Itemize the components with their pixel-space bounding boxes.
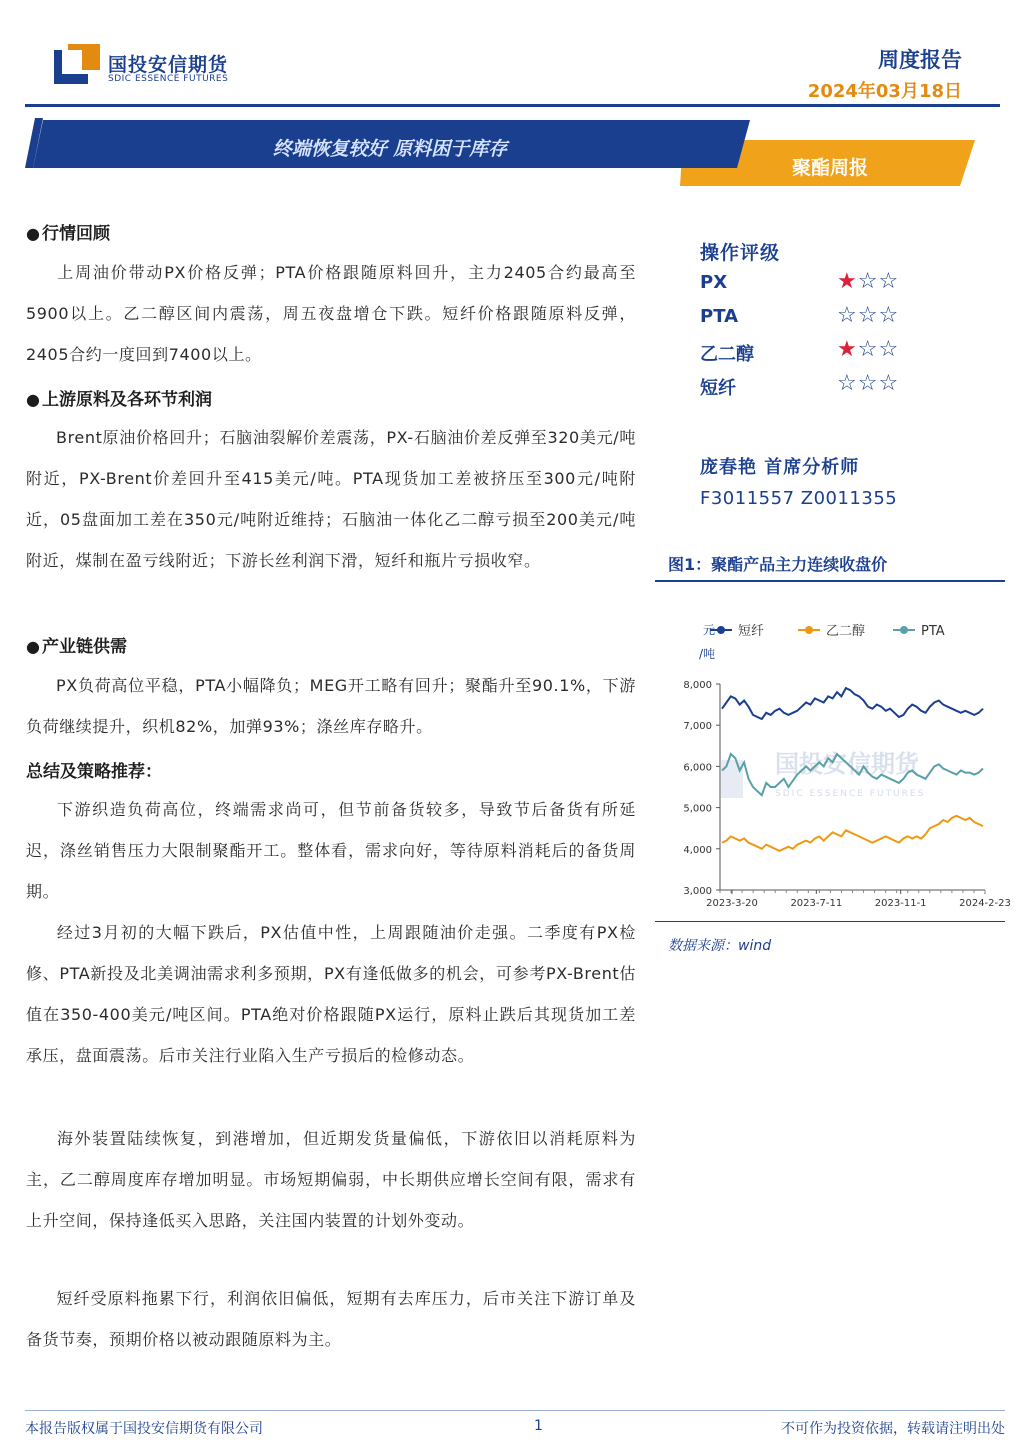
legend-marker (717, 626, 725, 634)
star-icon: ☆ (857, 303, 879, 328)
rating-label: PTA (700, 306, 739, 327)
figure-divider (655, 580, 1005, 582)
paragraph-summary-psf: 短纤受原料拖累下行，利润依旧偏低，短期有去库压力，后市关注下游订单及备货节奏，预期价格以被动跟随原料为主。 (26, 1289, 636, 1349)
analyst-license-ids: F3011557 Z0011355 (700, 488, 898, 509)
rating-row-pta (700, 303, 960, 336)
page-number: 1 (534, 1418, 543, 1434)
star-icon: ☆ (837, 303, 858, 328)
paragraph-summary-1: 下游织造负荷高位，终端需求尚可，但节前备货较多，导致节后备货有所延迟，涤丝销售压力大限制聚酯开工。整体看，需求向好，等待原料消耗后的备货周期。 (26, 800, 636, 901)
y-tick-label: 8,000 (683, 680, 712, 691)
x-tick-label: 2024-2-23 (959, 898, 1011, 909)
watermark-text: 国投安信期货 (775, 750, 919, 778)
x-tick-label: 2023-7-11 (790, 898, 843, 909)
report-type: 周度报告 (878, 48, 962, 72)
figure-bottom-divider (655, 921, 1005, 922)
figure-title: 图1：聚酯产品主力连续收盘价 (668, 555, 888, 574)
star-icon: ★ (837, 337, 858, 362)
x-tick-label: 2023-3-20 (706, 898, 758, 909)
star-icon: ☆ (878, 303, 900, 328)
rating-row-px (700, 269, 960, 302)
star-icon: ☆ (878, 371, 900, 396)
series-line-1 (722, 816, 983, 851)
company-name-en: SDIC ESSENCE FUTURES (108, 74, 229, 84)
footer-copyright: 本报告版权属于国投安信期货有限公司 (25, 1421, 263, 1437)
rating-stars-icon (837, 337, 899, 362)
star-icon: ☆ (857, 337, 879, 362)
report-date: 2024年03月18日 (807, 81, 962, 102)
section-heading-supply-demand: ● 产业链供需 (26, 637, 127, 657)
y-tick-label: 6,000 (683, 762, 712, 774)
price-chart (655, 600, 1011, 920)
rating-stars-icon (837, 269, 899, 294)
star-icon: ☆ (878, 337, 900, 362)
company-logo-icon (54, 44, 100, 84)
paragraph-summary-px-pta: 经过3月初的大幅下跌后，PX估值中性，上周跟随油价走强。二季度有PX检修、PTA新投及北美调油需求利多预期，PX有逢低做多的机会，可参考PX-Brent估值在350-400美元/吨区间。PTA绝对价格跟随PX运行，原料止跌后其现货加工差承压，盘面震荡。后市关注行业陷入生产亏损后的检修动态。 (26, 923, 636, 1065)
paragraph-summary-meg: 海外装置陆续恢复，到港增加，但近期发货量偏低，下游依旧以消耗原料为主，乙二醇周度库存增加明显。市场短期偏弱，中长期供应增长空间有限，需求有上升空间，保持逢低买入思路，关注国内装置的计划外变动。 (26, 1129, 636, 1230)
y-tick-label: 5,000 (683, 803, 712, 815)
star-icon: ☆ (878, 269, 900, 294)
y-axis-label-unit: /吨 (699, 647, 716, 661)
rating-stars-icon (837, 371, 899, 396)
rating-row-meg (700, 337, 960, 370)
y-tick-label: 3,000 (683, 886, 712, 897)
section-heading-upstream-profit: ● 上游原料及各环节利润 (26, 390, 212, 410)
header-divider (25, 104, 1000, 107)
report-title: 终端恢复较好 原料困于库存 (272, 138, 508, 160)
company-name: 国投安信期货 (108, 54, 229, 76)
star-icon: ☆ (837, 371, 858, 396)
price-chart-svg (655, 600, 1011, 920)
rating-row-psf (700, 371, 960, 404)
legend-marker (900, 626, 908, 634)
footer-disclaimer: 不可作为投资依据，转载请注明出处 (781, 1421, 1005, 1437)
rating-label: 乙二醇 (700, 344, 754, 365)
y-tick-label: 7,000 (683, 721, 712, 733)
legend-label: 乙二醇 (826, 624, 866, 639)
y-axis-label: 元 (703, 623, 716, 637)
analyst-name: 庞春艳 首席分析师 (700, 457, 860, 478)
footer-divider (25, 1410, 1005, 1411)
section-heading-summary-strategy: 总结及策略推荐： (26, 762, 162, 782)
star-icon: ☆ (857, 371, 879, 396)
paragraph-supply-demand: PX负荷高位平稳，PTA小幅降负；MEG开工略有回升；聚酯升至90.1%，下游负荷继续提升，织机82%，加弹93%；涤丝库存略升。 (26, 676, 636, 736)
data-source: 数据来源：wind (668, 938, 772, 954)
rating-stars-icon (837, 303, 899, 328)
rating-label: 短纤 (700, 378, 736, 399)
star-icon: ☆ (857, 269, 879, 294)
legend-label: PTA (921, 624, 945, 639)
x-tick-label: 2023-11-1 (874, 898, 927, 909)
section-heading-market-review: ● 行情回顾 (26, 224, 110, 244)
legend-label: 短纤 (738, 624, 765, 639)
series-line-0 (722, 688, 983, 719)
paragraph-upstream-profit: Brent原油价格回升；石脑油裂解价差震荡，PX-石脑油价差反弹至320美元/吨附近，PX-Brent价差回升至415美元/吨。PTA现货加工差被挤压至300元/吨附近，05盘面加工差在350元/吨附近维持；石脑油一体化乙二醇亏损至200美元/吨附近，煤制在盈亏线附近；下游长丝利润下滑，短纤和瓶片亏损收窄。 (26, 428, 636, 570)
paragraph-market-review: 上周油价带动PX价格反弹；PTA价格跟随原料回升，主力2405合约最高至5900以上。乙二醇区间内震荡，周五夜盘增仓下跌。短纤价格跟随原料反弹，2405合约一度回到7400以上。 (26, 263, 636, 364)
legend-marker (805, 626, 813, 634)
y-tick-label: 4,000 (683, 844, 712, 856)
star-icon: ★ (837, 269, 858, 294)
rating-title: 操作评级 (700, 242, 781, 264)
report-category-tag: 聚酯周报 (791, 157, 868, 179)
rating-label: PX (700, 272, 728, 293)
watermark-text-en: SDIC ESSENCE FUTURES (775, 789, 926, 799)
watermark-logo-icon (721, 760, 743, 798)
